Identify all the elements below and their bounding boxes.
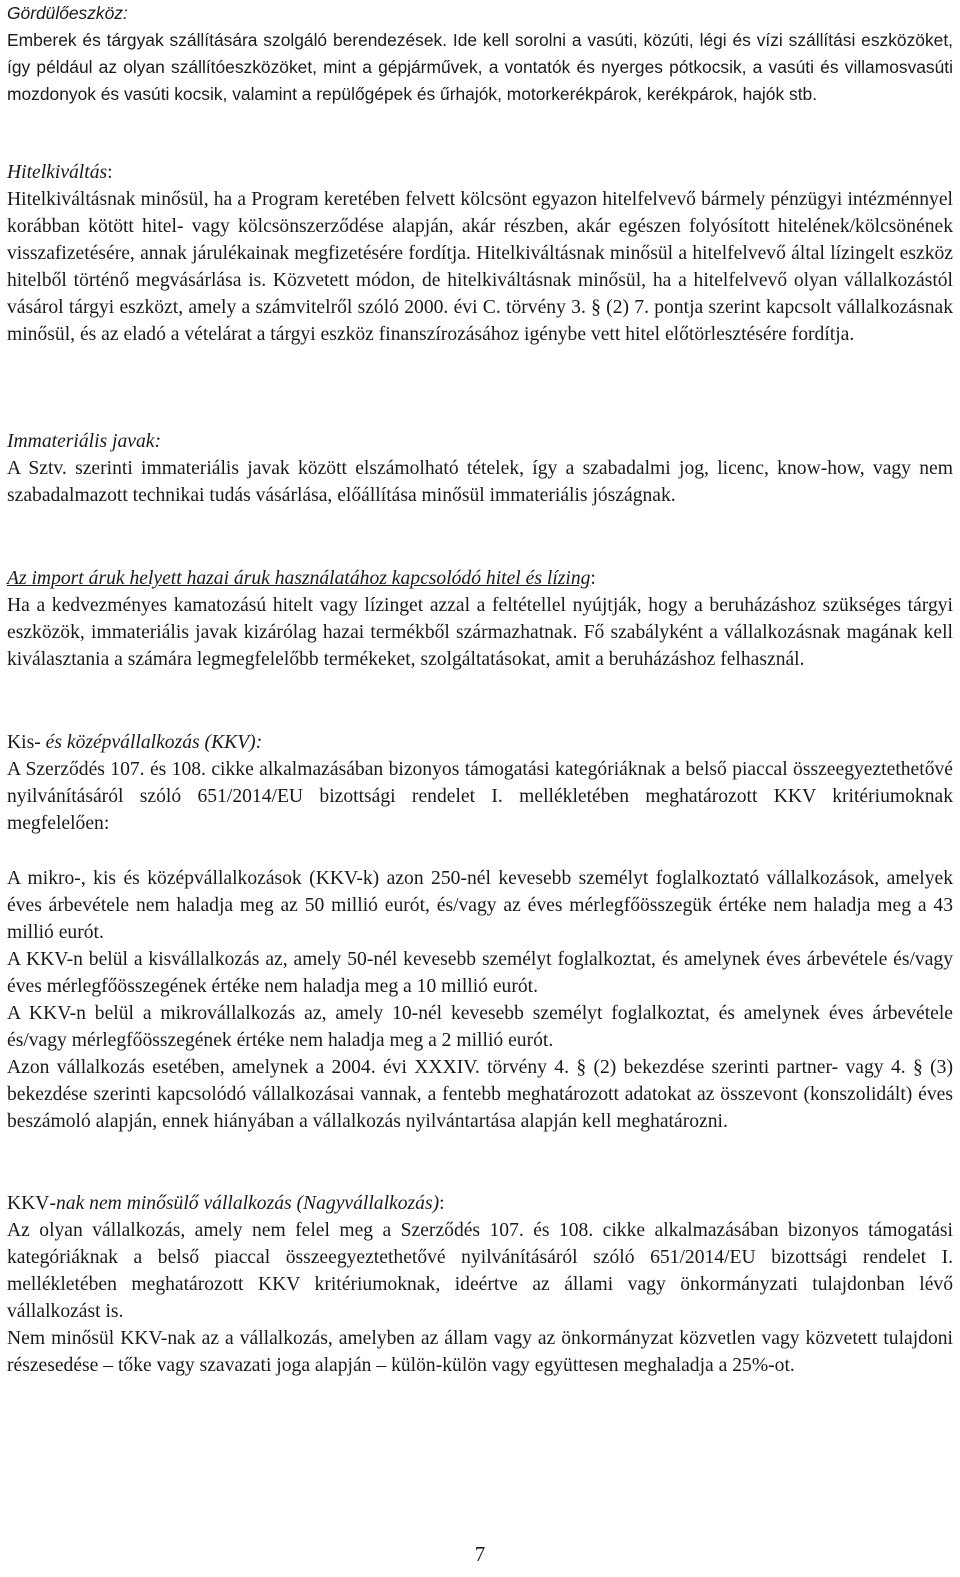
paragraph-immaterialis: A Sztv. szerinti immateriális javak között elszámolható tételek, így a szabadalmi jog, licenc, know-how, vagy nem szabadalmazott technikai tudás vásárlása, előállítása minősül immateriális jószágnak. (7, 458, 953, 506)
section-immaterialis (7, 428, 953, 509)
heading-nagy-prefix: KKV (7, 1193, 50, 1214)
paragraph-kkv-2: A KKV-n belül a kisvállalkozás az, amely 50-nél kevesebb személyt foglalkoztat, és amelynek éves árbevétele és/vagy éves mérlegfőösszegének értéke nem haladja meg a 10 millió eurót. (7, 949, 953, 997)
paragraph-nagy-1: Az olyan vállalkozás, amely nem felel meg a Szerződés 107. és 108. cikke alkalmazásában bizonyos támogatási kategóriáknak a belső piaccal összeegyeztethetővé nyilvánításáról szóló 651/2014/EU bizottsági rendelet I. mellékletében meghatározott KKV kritériumoknak, ideértve az állami vagy önkormányzati tulajdonban lévő vállalkozást is. (7, 1220, 953, 1322)
page-number: 7 (474, 1542, 486, 1566)
section-gordulo (7, 0, 953, 108)
paragraph-kkv-4: Azon vállalkozás esetében, amelynek a 2004. évi XXXIV. törvény 4. § (2) bekezdése szerinti partner- vagy 4. § (3) bekezdése szerinti kapcsolódó vállalkozásai vannak, a fentebb meghatározott adatokat az összevont (konszolidált) éves beszámoló alapján, ennek hiányában a vállalkozás nyilvántartása alapján kell meghatározni. (7, 1057, 953, 1132)
paragraph-kkv-1: A mikro-, kis és középvállalkozások (KKV-k) azon 250-nél kevesebb személyt foglalkoztató vállalkozások, amelyek éves árbevétele nem haladja meg az 50 millió eurót, és/vagy az éves mérlegfőösszegük értéke nem haladja meg a 43 millió eurót. (7, 868, 953, 943)
paragraph-nagy-2: Nem minősül KKV-nak az a vállalkozás, amelyben az állam vagy az önkormányzat közvetlen vagy közvetett tulajdoni részesedése – tőke vagy szavazati joga alapján – külön-külön vagy együttesen meghaladja a 25%-ot. (7, 1328, 953, 1376)
paragraph-gordulo: Emberek és tárgyak szállítására szolgáló berendezések. Ide kell sorolni a vasúti, közúti, légi és vízi szállítási eszközöket, így például az olyan szállítóeszközöket, mint a gépjárművek, a vontatók és nyerges pótkocsik, a vasúti és villamosvasúti mozdonyok és vasúti kocsik, valamint a repülőgépek és űrhajók, motorkerékpárok, kerékpárok, hajók stb. (7, 30, 953, 104)
heading-immaterialis: Immateriális javak: (7, 431, 161, 452)
section-kkv-definitions (7, 865, 953, 1135)
heading-hitelkivaltas: Hitelkiváltás (7, 162, 108, 183)
paragraph-kkv-3: A KKV-n belül a mikrovállalkozás az, amely 10-nél kevesebb személyt foglalkoztat, és amelynek éves árbevétele és/vagy mérlegfőösszegének értéke nem haladja meg a 2 millió eurót. (7, 1003, 953, 1051)
section-heading (7, 565, 953, 592)
section-heading (7, 159, 953, 186)
heading-gordulo: Gördülőeszköz: (7, 3, 128, 23)
section-import (7, 565, 953, 673)
heading-nagyvallalkozas: -nak nem minősülő vállalkozás (Nagyvállalkozás) (49, 1193, 440, 1214)
paragraph-kkv-intro: A Szerződés 107. és 108. cikke alkalmazásában bizonyos támogatási kategóriáknak a belső piaccal összeegyeztethetővé nyilvánításáról szóló 651/2014/EU bizottsági rendelet I. mellékletében meghatározott KKV kritériumoknak megfelelően: (7, 759, 953, 834)
section-hitelkivaltas (7, 159, 953, 348)
section-heading (7, 729, 953, 756)
paragraph-import: Ha a kedvezményes kamatozású hitelt vagy lízinget azzal a feltétellel nyújtják, hogy a beruházáshoz szükséges tárgyi eszközök, immateriális javak kizárólag hazai termékből származhatnak. Fő szabályként a vállalkozásnak magának kell kiválasztania a számára legmegfelelőbb termékeket, szolgáltatásokat, amit a beruházáshoz felhasznál. (7, 595, 953, 670)
section-nagyvallalkozas (7, 1190, 953, 1379)
section-heading (7, 1190, 953, 1217)
paragraph-hitelkivaltas: Hitelkiváltásnak minősül, ha a Program keretében felvett kölcsönt egyazon hitelfelvevő bármely pénzügyi intézménnyel korábban kötött hitel- vagy kölcsönszerződése alapján, akár részben, akár egészen folyósított hitelének/kölcsönének visszafizetésére, annak járulékainak megfizetésére fordítja. Hitelkiváltásnak minősül a hitelfelvevő által lízingelt eszköz hitelből történő megvásárlása is. Közvetett módon, de hitelkiváltásnak minősül, ha a hitelfelvevő olyan vállalkozástól vásárol tárgyi eszközt, amely a számvitelről szóló 2000. évi C. törvény 3. § (2) 7. pontja szerint kapcsolt vállalkozásnak minősül, és az eladó a vételárat a tárgyi eszköz finanszírozásához igénybe vett hitel előtörlesztésére fordítja. (7, 189, 953, 345)
heading-kkv-prefix: Kis- (7, 732, 41, 753)
heading-colon: : (107, 162, 113, 183)
heading-colon: : (590, 568, 596, 589)
section-kkv (7, 729, 953, 837)
heading-kkv: és középvállalkozás (KKV): (40, 732, 263, 753)
section-heading (7, 428, 953, 455)
heading-import: Az import áruk helyett hazai áruk használatához kapcsolódó hitel és lízing (7, 568, 591, 589)
heading-colon: : (439, 1193, 445, 1214)
section-heading (7, 0, 953, 27)
